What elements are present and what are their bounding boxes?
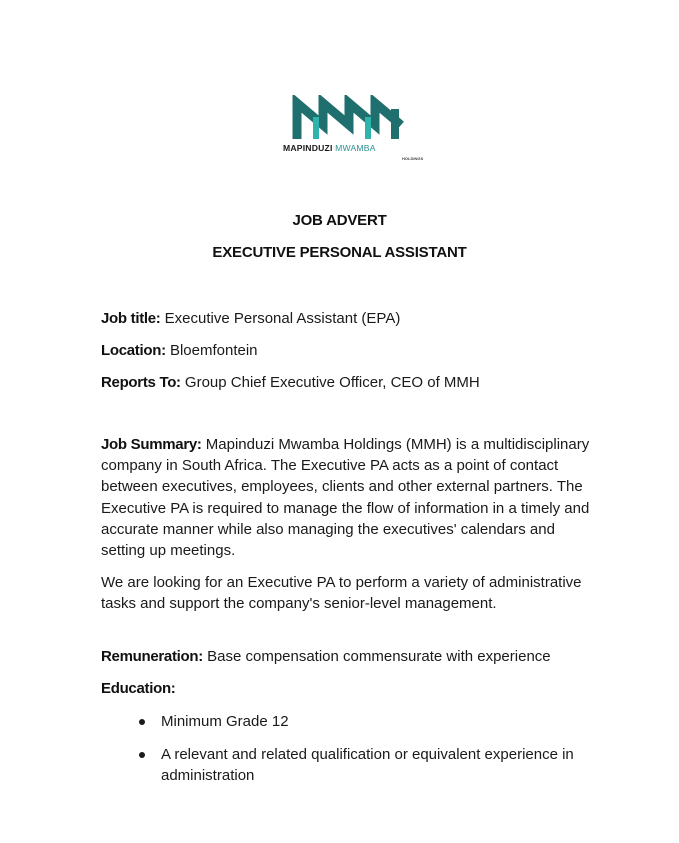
page-title: JOB ADVERT [292,212,387,229]
job-title-value: Executive Personal Assistant (EPA) [160,310,401,327]
list-item [137,711,597,732]
company-logo [283,95,423,170]
education-item-text: Minimum Grade 12 [161,713,289,730]
logo-subtext: HOLDINGS [402,156,424,161]
reports-to-field [101,373,480,393]
bullet-icon [139,752,145,758]
logo-name-part1: MAPINDUZI [283,143,333,153]
location-label: Location: [101,342,166,359]
logo-wordmark [283,143,423,153]
reports-to-label: Reports To: [101,374,181,391]
job-summary-text: Mapinduzi Mwamba Holdings (MMH) is a multidisciplinary company in South Africa. The Executive PA acts as a point of contact between executives, employees, clients and other external partners. The Executive PA is required to manage the flow of information in a timely and accurate manner while also managing the executives' calendars and setting up meetings. [101,436,590,560]
education-label: Education: [101,680,176,697]
job-summary-paragraph [101,434,601,561]
list-item [137,744,597,786]
remuneration-value: Base compensation commensurate with experience [202,648,551,665]
mm-logo-mark-icon [283,95,423,143]
location-field [101,341,258,361]
education-heading [101,679,176,699]
bullet-icon [139,719,145,725]
job-title-field [101,309,400,329]
education-item-text: A relevant and related qualification or equivalent experience in administration [161,746,574,785]
reports-to-value: Group Chief Executive Officer, CEO of MMH [180,374,480,391]
remuneration-field [101,647,551,667]
job-summary-label: Job Summary: [101,436,202,453]
location-value: Bloemfontein [165,342,258,359]
looking-for-paragraph: We are looking for an Executive PA to perform a variety of administrative tasks and support the company's senior-level management. [101,574,582,613]
page-subtitle: EXECUTIVE PERSONAL ASSISTANT [212,244,467,261]
logo-name-part2: MWAMBA [335,143,376,153]
job-title-label: Job title: [101,310,161,327]
education-list [137,711,597,799]
remuneration-label: Remuneration: [101,648,203,665]
